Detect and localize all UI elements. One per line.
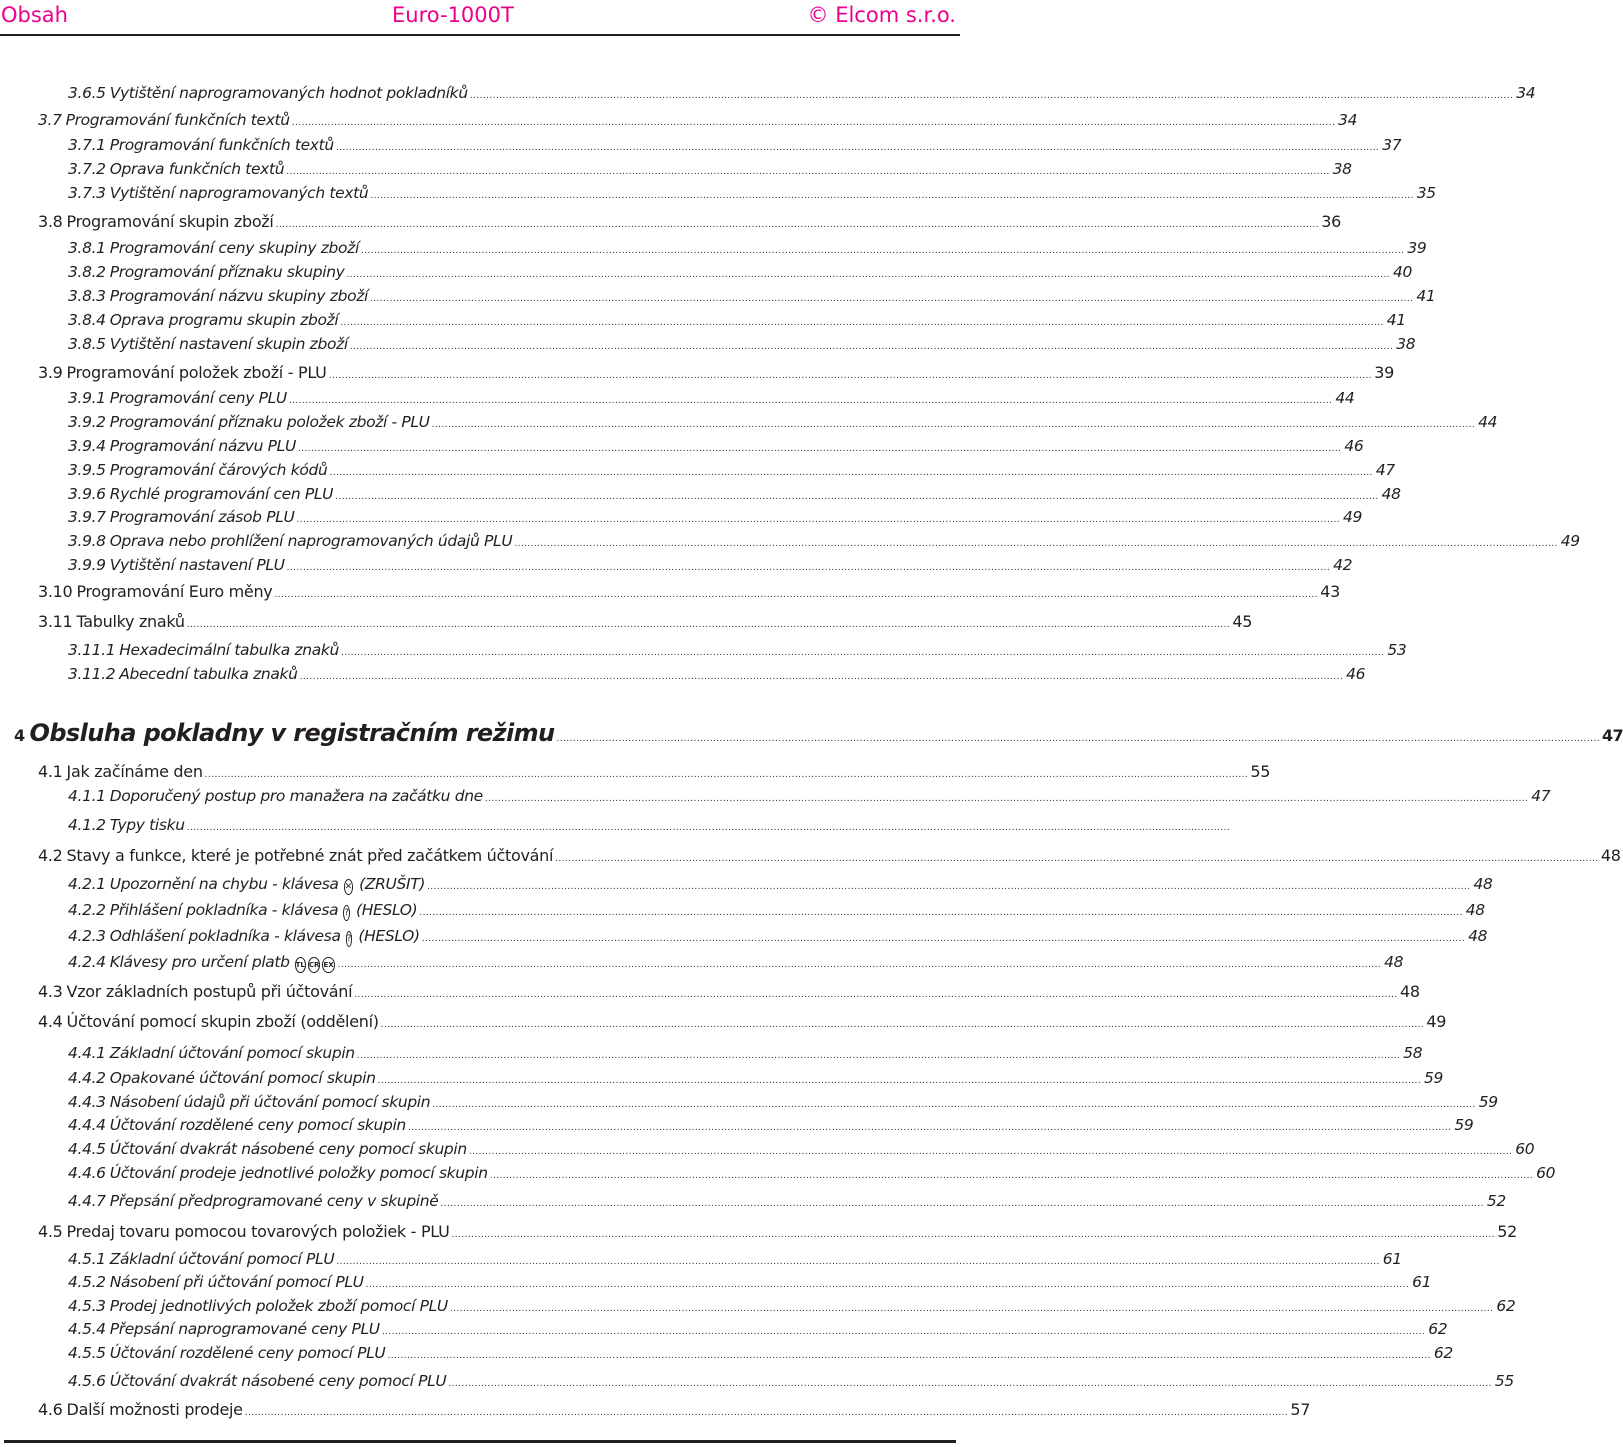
toc-entry-key-label: (HESLO) xyxy=(358,927,420,945)
toc-entry-page: 48 xyxy=(1465,901,1485,919)
toc-entry-number: 4.4 xyxy=(38,1012,63,1031)
toc-entry-page: 43 xyxy=(1320,582,1340,601)
toc-leader-dots xyxy=(432,1095,1475,1115)
toc-entry-number: 3.9.9 xyxy=(68,556,106,574)
payment-key-ex-icon xyxy=(322,957,334,973)
toc-entry-title: Programování ceny PLU xyxy=(109,389,287,407)
toc-entry-number: 3.7.1 xyxy=(68,136,106,154)
toc-entry[interactable] xyxy=(0,718,1623,754)
toc-entry-page: 39 xyxy=(1407,239,1427,257)
toc-entry-number: 3.7.2 xyxy=(68,160,106,178)
toc-entry-page: 60 xyxy=(1536,1164,1556,1182)
toc-entry-title: Programování názvu PLU xyxy=(109,437,296,455)
toc-entry-page: 49 xyxy=(1426,1012,1447,1031)
toc-entry-key-label: (HESLO) xyxy=(356,901,418,919)
toc-leader-dots xyxy=(187,615,1230,635)
toc-entry-title: Odhlášení pokladníka - klávesa xyxy=(109,927,341,945)
toc-entry[interactable] xyxy=(0,1319,1448,1342)
toc-leader-dots xyxy=(336,138,1379,158)
toc-entry-title: Jak začínáme den xyxy=(66,762,203,781)
toc-entry[interactable] xyxy=(0,1139,1535,1162)
toc-entry-page: 34 xyxy=(1338,111,1358,129)
toc-entry-title: Klávesy pro určení platb xyxy=(109,953,290,971)
toc-leader-dots xyxy=(338,955,1381,975)
toc-entry[interactable] xyxy=(0,507,1362,530)
header-section-title: Obsah xyxy=(1,3,68,27)
toc-entry-number: 3.11 xyxy=(38,612,73,631)
toc-entry-number: 3.10 xyxy=(38,582,73,601)
toc-entry[interactable] xyxy=(0,1249,1402,1272)
toc-entry-number: 4.4.4 xyxy=(68,1116,106,1134)
toc-entry-page: 48 xyxy=(1468,927,1488,945)
toc-entry-page: 58 xyxy=(1403,1044,1423,1062)
toc-entry-page: 40 xyxy=(1392,263,1412,281)
toc-entry[interactable] xyxy=(0,612,1253,635)
toc-entry-page: 59 xyxy=(1424,1069,1444,1087)
toc-entry-page: 36 xyxy=(1321,212,1342,231)
toc-entry[interactable] xyxy=(0,110,1358,133)
toc-leader-dots xyxy=(419,903,1462,923)
toc-entry[interactable] xyxy=(0,531,1580,554)
toc-entry[interactable] xyxy=(0,238,1427,261)
toc-entry-title: Násobení při účtování pomocí PLU xyxy=(109,1273,364,1291)
toc-entry-page: 44 xyxy=(1478,413,1498,431)
toc-entry-title: Programování funkčních textů xyxy=(65,111,290,129)
toc-leader-dots xyxy=(245,1403,1288,1423)
toc-entry-page: 42 xyxy=(1333,556,1353,574)
toc-entry[interactable] xyxy=(0,1092,1498,1115)
toc-leader-dots xyxy=(387,1346,1430,1366)
toc-entry-title: Základní účtování pomocí PLU xyxy=(109,1250,335,1268)
toc-entry[interactable] xyxy=(0,1296,1516,1319)
toc-entry-number: 3.8.5 xyxy=(68,335,106,353)
toc-entry[interactable] xyxy=(0,460,1395,483)
toc-entry[interactable] xyxy=(0,412,1498,435)
toc-leader-dots xyxy=(350,337,1393,357)
toc-entry-title: Opakované účtování pomocí skupin xyxy=(109,1069,376,1087)
toc-entry-title: Vzor základních postupů při účtování xyxy=(66,982,353,1001)
toc-leader-dots xyxy=(336,1252,1379,1272)
toc-entry[interactable] xyxy=(0,1400,1311,1423)
toc-entry[interactable] xyxy=(0,952,1404,975)
toc-entry-page: 41 xyxy=(1416,287,1436,305)
toc-entry-title: Programování zásob PLU xyxy=(109,508,295,526)
toc-entry-number: 4.1.1 xyxy=(68,787,106,805)
toc-entry-title: Tabulky znaků xyxy=(76,612,185,631)
toc-entry-page: 37 xyxy=(1382,136,1402,154)
toc-entry-title: Účtování dvakrát násobené ceny pomocí PLU xyxy=(109,1372,447,1390)
toc-entry-number: 4.4.1 xyxy=(68,1044,106,1062)
toc-entry-number: 4.5.5 xyxy=(68,1344,106,1362)
toc-entry-title: Hexadecimální tabulka znaků xyxy=(119,641,339,659)
toc-leader-dots xyxy=(470,86,1513,106)
toc-entry-title: Přepsání předprogramované ceny v skupině xyxy=(109,1192,439,1210)
toc-entry-number: 3.8 xyxy=(38,212,63,231)
toc-leader-dots xyxy=(427,877,1470,897)
toc-entry-number: 3.7 xyxy=(38,111,62,129)
toc-leader-dots xyxy=(408,1118,1451,1138)
toc-entry[interactable] xyxy=(0,484,1401,507)
toc-leader-dots xyxy=(440,1194,1483,1214)
toc-entry-page: 62 xyxy=(1428,1320,1448,1338)
toc-entry-title: Obsluha pokladny v registračním režimu xyxy=(29,719,555,747)
toc-entry-page: 38 xyxy=(1332,160,1352,178)
toc-leader-dots xyxy=(382,1322,1425,1342)
toc-entry-title: Programování funkčních textů xyxy=(109,136,334,154)
toc-entry-number: 4.5.4 xyxy=(68,1320,106,1338)
toc-entry-page: 48 xyxy=(1600,846,1621,865)
toc-leader-dots xyxy=(448,1374,1491,1394)
clear-key-icon xyxy=(344,879,354,895)
toc-entry-page: 34 xyxy=(1516,84,1536,102)
toc-entry-title: Programování položek zboží - PLU xyxy=(66,363,327,382)
toc-entry-number: 4 xyxy=(14,726,25,745)
toc-leader-dots xyxy=(205,765,1248,785)
toc-entry-page: 62 xyxy=(1433,1344,1453,1362)
toc-leader-dots xyxy=(378,1071,1421,1091)
toc-entry[interactable] xyxy=(0,664,1366,687)
toc-entry-page: 48 xyxy=(1381,485,1401,503)
toc-entry-number: 3.9.4 xyxy=(68,437,106,455)
toc-entry[interactable] xyxy=(0,900,1485,923)
toc-entry-number: 4.1 xyxy=(38,762,63,781)
toc-entry-page: 60 xyxy=(1515,1140,1535,1158)
toc-entry-number: 3.8.4 xyxy=(68,311,106,329)
toc-entry-number: 3.9.2 xyxy=(68,413,106,431)
toc-entry-number: 4.5.1 xyxy=(68,1250,106,1268)
toc-entry-page: 39 xyxy=(1374,363,1395,382)
toc-entry-page: 48 xyxy=(1399,982,1420,1001)
toc-entry[interactable] xyxy=(0,1068,1444,1091)
toc-leader-dots xyxy=(450,1299,1493,1319)
toc-entry[interactable] xyxy=(0,1191,1506,1214)
toc-entry-number: 3.11.1 xyxy=(68,641,116,659)
toc-leader-dots xyxy=(514,534,1557,554)
toc-entry-title: Programování ceny skupiny zboží xyxy=(109,239,359,257)
toc-entry-page: 49 xyxy=(1560,532,1580,550)
toc-leader-dots xyxy=(490,1166,1533,1186)
toc-entry-number: 3.11.2 xyxy=(68,665,116,683)
toc-entry-page: 47 xyxy=(1531,787,1551,805)
toc-leader-dots xyxy=(366,1275,1409,1295)
toc-leader-dots xyxy=(361,241,1404,261)
toc-entry-page: 59 xyxy=(1454,1116,1474,1134)
toc-entry-number: 4.2.2 xyxy=(68,901,106,919)
toc-entry[interactable] xyxy=(0,786,1551,809)
toc-entry-number: 4.5.3 xyxy=(68,1297,106,1315)
toc-entry-page: 48 xyxy=(1473,875,1493,893)
toc-leader-dots xyxy=(432,415,1475,435)
toc-entry[interactable] xyxy=(0,212,1342,235)
toc-entry-title: Doporučený postup pro manažera na začátku dne xyxy=(109,787,483,805)
toc-leader-dots xyxy=(340,313,1383,333)
toc-entry-number: 3.9.7 xyxy=(68,508,106,526)
toc-entry-title: Programování Euro měny xyxy=(76,582,273,601)
toc-entry-title: Oprava funkčních textů xyxy=(109,160,285,178)
toc-entry-number: 4.4.7 xyxy=(68,1192,106,1210)
toc-entry-title: Upozornění na chybu - klávesa xyxy=(109,875,339,893)
toc-entry-key-label: (ZRUŠIT) xyxy=(359,875,426,893)
toc-leader-dots xyxy=(370,289,1413,309)
toc-entry-page: 46 xyxy=(1344,437,1364,455)
toc-entry-number: 3.9.5 xyxy=(68,461,106,479)
toc-entry[interactable] xyxy=(0,159,1352,182)
toc-entry-number: 4.4.5 xyxy=(68,1140,106,1158)
toc-entry-title: Vytištění naprogramovaných hodnot pokladníků xyxy=(109,84,468,102)
toc-leader-dots xyxy=(452,1225,1495,1245)
toc-leader-dots xyxy=(329,463,1372,483)
toc-entry[interactable] xyxy=(0,1163,1556,1186)
payment-key-tl-icon xyxy=(295,957,306,973)
toc-entry-page: 62 xyxy=(1496,1297,1516,1315)
toc-entry-title: Násobení údajů při účtování pomocí skupin xyxy=(109,1093,431,1111)
toc-leader-dots xyxy=(422,929,1465,949)
toc-entry-number: 4.4.6 xyxy=(68,1164,106,1182)
toc-entry[interactable] xyxy=(0,183,1436,206)
toc-entry-number: 4.2.3 xyxy=(68,927,106,945)
toc-entry-title: Programování příznaku skupiny xyxy=(109,263,345,281)
toc-leader-dots xyxy=(297,510,1340,530)
toc-entry-title: Účtování rozdělené ceny pomocí PLU xyxy=(109,1344,386,1362)
toc-leader-dots xyxy=(381,1015,1424,1035)
toc-entry[interactable] xyxy=(0,1043,1423,1066)
toc-entry-page: 61 xyxy=(1412,1273,1432,1291)
toc-entry-number: 3.6.5 xyxy=(68,84,106,102)
toc-entry-title: Základní účtování pomocí skupin xyxy=(109,1044,355,1062)
toc-entry-title: Přihlášení pokladníka - klávesa xyxy=(109,901,339,919)
toc-entry-number: 4.5.2 xyxy=(68,1273,106,1291)
toc-entry[interactable] xyxy=(0,262,1412,285)
toc-entry-page: 55 xyxy=(1494,1372,1514,1390)
toc-entry-title: Účtování pomocí skupin zboží (oddělení) xyxy=(66,1012,379,1031)
toc-entry-page: 47 xyxy=(1601,726,1623,745)
toc-entry-number: 3.9 xyxy=(38,363,63,382)
toc-entry-page: 44 xyxy=(1335,389,1355,407)
toc-entry[interactable] xyxy=(0,555,1353,578)
header-copyright: © Elcom s.r.o. xyxy=(807,3,956,27)
toc-entry-number: 4.2.1 xyxy=(68,875,106,893)
toc-entry-page: 46 xyxy=(1346,665,1366,683)
toc-leader-dots xyxy=(485,789,1528,809)
toc-entry-page: 59 xyxy=(1478,1093,1498,1111)
toc-entry-number: 4.4.3 xyxy=(68,1093,106,1111)
toc-entry[interactable] xyxy=(0,388,1355,411)
toc-leader-dots xyxy=(287,558,1330,578)
toc-entry-title: Programování názvu skupiny zboží xyxy=(109,287,368,305)
toc-entry-number: 4.6 xyxy=(38,1400,63,1419)
toc-entry[interactable] xyxy=(0,815,966,838)
toc-entry-number: 4.3 xyxy=(38,982,63,1001)
toc-entry[interactable] xyxy=(0,1343,1453,1366)
toc-entry-number: 4.5.6 xyxy=(68,1372,106,1390)
toc-entry[interactable] xyxy=(0,1371,1514,1394)
toc-entry-page: 57 xyxy=(1290,1400,1311,1419)
toc-leader-dots xyxy=(357,1046,1400,1066)
toc-entry-page: 55 xyxy=(1250,762,1271,781)
toc-leader-dots xyxy=(289,391,1332,411)
toc-entry-number: 3.9.8 xyxy=(68,532,106,550)
toc-entry-number: 4.5 xyxy=(38,1222,63,1241)
toc-entry-title: Vytištění naprogramovaných textů xyxy=(109,184,369,202)
toc-entry[interactable] xyxy=(0,363,1395,386)
toc-entry-title: Oprava programu skupin zboží xyxy=(109,311,339,329)
footer-divider xyxy=(4,1440,956,1443)
header-product-name: Euro-1000T xyxy=(392,3,514,27)
toc-entry-title: Účtování prodeje jednotlivé položky pomocí skupin xyxy=(109,1164,488,1182)
toc-entry-page: 49 xyxy=(1342,508,1362,526)
toc-entry-number: 4.1.2 xyxy=(68,816,106,834)
toc-entry[interactable] xyxy=(0,874,1493,897)
toc-entry-page: 38 xyxy=(1396,335,1416,353)
toc-entry-number: 3.8.1 xyxy=(68,239,106,257)
toc-entry[interactable] xyxy=(0,582,1340,605)
toc-entry-number: 3.7.3 xyxy=(68,184,106,202)
toc-leader-dots xyxy=(286,162,1329,182)
toc-entry-page: 47 xyxy=(1375,461,1395,479)
toc-entry[interactable] xyxy=(0,334,1416,357)
toc-entry-title: Abecední tabulka znaků xyxy=(119,665,298,683)
toc-entry[interactable] xyxy=(0,286,1436,309)
toc-entry-title: Účtování rozdělené ceny pomocí skupin xyxy=(109,1116,406,1134)
toc-entry[interactable] xyxy=(0,436,1364,459)
toc-leader-dots xyxy=(354,985,1397,1005)
toc-leader-dots xyxy=(276,215,1319,235)
toc-leader-dots xyxy=(341,643,1384,663)
toc-leader-dots xyxy=(335,487,1378,507)
toc-leader-dots xyxy=(555,849,1598,869)
toc-entry[interactable] xyxy=(0,310,1406,333)
toc-entry[interactable] xyxy=(0,926,1488,949)
cashier-key-icon xyxy=(346,931,353,947)
toc-entry[interactable] xyxy=(0,83,1536,106)
toc-entry-page: 52 xyxy=(1486,1192,1506,1210)
toc-entry-number: 3.8.2 xyxy=(68,263,106,281)
toc-leader-dots xyxy=(298,439,1341,459)
toc-leader-dots xyxy=(187,818,1230,838)
toc-leader-dots xyxy=(370,186,1413,206)
toc-entry-number: 3.8.3 xyxy=(68,287,106,305)
toc-entry[interactable] xyxy=(0,762,1271,785)
toc-leader-dots xyxy=(329,366,1372,386)
toc-entry-title: Rychlé programování cen PLU xyxy=(109,485,334,503)
toc-entry-page: 41 xyxy=(1386,311,1406,329)
toc-entry-page: 61 xyxy=(1382,1250,1402,1268)
toc-entry[interactable] xyxy=(0,1115,1474,1138)
toc-entry[interactable] xyxy=(0,640,1407,663)
toc-entry-title: Typy tisku xyxy=(109,816,185,834)
toc-entry-title: Přepsání naprogramované ceny PLU xyxy=(109,1320,380,1338)
toc-entry[interactable] xyxy=(0,1222,1517,1245)
toc-entry-number: 4.2 xyxy=(38,846,63,865)
toc-entry-title: Další možnosti prodeje xyxy=(66,1400,243,1419)
toc-entry-title: Programování příznaku položek zboží - PLU xyxy=(109,413,430,431)
toc-entry-title: Oprava nebo prohlížení naprogramovaných údajů PLU xyxy=(109,532,513,550)
toc-entry-page: 52 xyxy=(1497,1222,1517,1241)
toc-entry-number: 4.2.4 xyxy=(68,953,106,971)
toc-entry-title: Predaj tovaru pomocou tovarových položiek - PLU xyxy=(66,1222,450,1241)
toc-leader-dots xyxy=(469,1142,1512,1162)
toc-entry-title: Programování skupin zboží xyxy=(66,212,274,231)
toc-entry[interactable] xyxy=(0,1272,1432,1295)
toc-entry-number: 4.4.2 xyxy=(68,1069,106,1087)
toc-entry-page: 53 xyxy=(1387,641,1407,659)
toc-entry-title: Prodej jednotlivých položek zboží pomocí PLU xyxy=(109,1297,448,1315)
toc-entry[interactable] xyxy=(0,846,1621,869)
toc-leader-dots xyxy=(557,724,1600,754)
toc-leader-dots xyxy=(300,667,1343,687)
toc-leader-dots xyxy=(292,113,1335,133)
toc-entry-page: 48 xyxy=(1384,953,1404,971)
toc-entry-title: Stavy a funkce, které je potřebné znát před začátkem účtování xyxy=(66,846,554,865)
toc-entry-title: Programování čárových kódů xyxy=(109,461,328,479)
toc-entry-number: 3.9.6 xyxy=(68,485,106,503)
toc-leader-dots xyxy=(347,265,1390,285)
cashier-key-icon xyxy=(343,905,350,921)
toc-entry-title: Vytištění nastavení PLU xyxy=(109,556,285,574)
toc-entry-page: 35 xyxy=(1416,184,1436,202)
toc-entry[interactable] xyxy=(0,1012,1447,1035)
payment-key-cr-icon xyxy=(308,957,321,973)
toc-leader-dots xyxy=(274,585,1317,605)
toc-entry-page: 45 xyxy=(1232,612,1253,631)
toc-entry[interactable] xyxy=(0,982,1420,1005)
toc-entry[interactable] xyxy=(0,135,1402,158)
toc-entry-title: Účtování dvakrát násobené ceny pomocí skupin xyxy=(109,1140,467,1158)
toc-entry-title: Vytištění nastavení skupin zboží xyxy=(109,335,348,353)
toc-entry-number: 3.9.1 xyxy=(68,389,106,407)
